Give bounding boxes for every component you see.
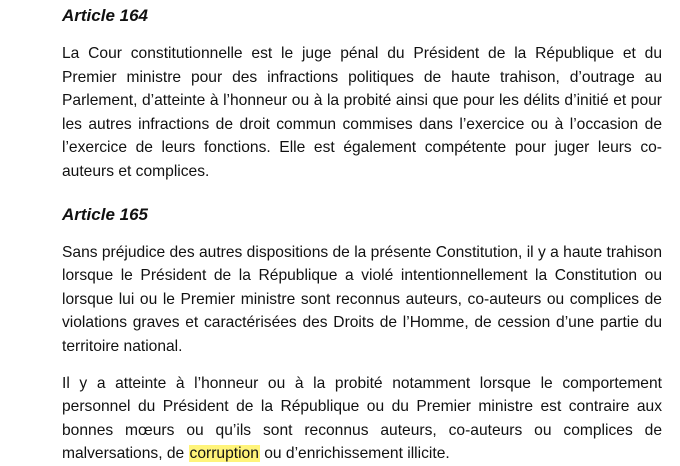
article-165-paragraph-2-text-before: Il y a atteinte à l’honneur ou à la probité notamment lorsque le comportement personnel du Président de la République ou du Premier ministre est contraire aux bonnes mœurs ou qu’ils sont reconnus auteurs, co-auteurs ou complices de malversations, de [62, 374, 662, 463]
article-165-title: Article 165 [62, 204, 148, 224]
article-164-title: Article 164 [62, 6, 148, 25]
highlighted-word: corruption [189, 445, 259, 463]
article-164 [62, 4, 662, 184]
document-page [62, 4, 662, 466]
article-165 [62, 203, 662, 466]
article-165-paragraph-2-text-after: ou d’enrichissement illicite. [259, 445, 450, 463]
article-164-paragraph-1: La Cour constitutionnelle est le juge pénal du Président de la République et du Premier ministre pour des infractions politiques de haute trahison, d’outrage au Parlement, d’atteinte à l’honneur ou à la probité ainsi que pour les délits d’initié et pour les autres infractions de droit commun commises dans l’exercice ou à l’occasion de l’exercice de leurs fonctions. Elle est également compétente pour juger leurs co-auteurs et complices. [62, 45, 662, 180]
article-165-paragraph-1: Sans préjudice des autres dispositions de la présente Constitution, il y a haute trahison lorsque le Président de la République a violé intentionnellement la Constitution ou lorsque lui ou le Premier ministre sont reconnus auteurs, co-auteurs ou complices de violations graves et caractérisées des Droits de l’Homme, de cession d’une partie du territoire national. [62, 243, 662, 355]
